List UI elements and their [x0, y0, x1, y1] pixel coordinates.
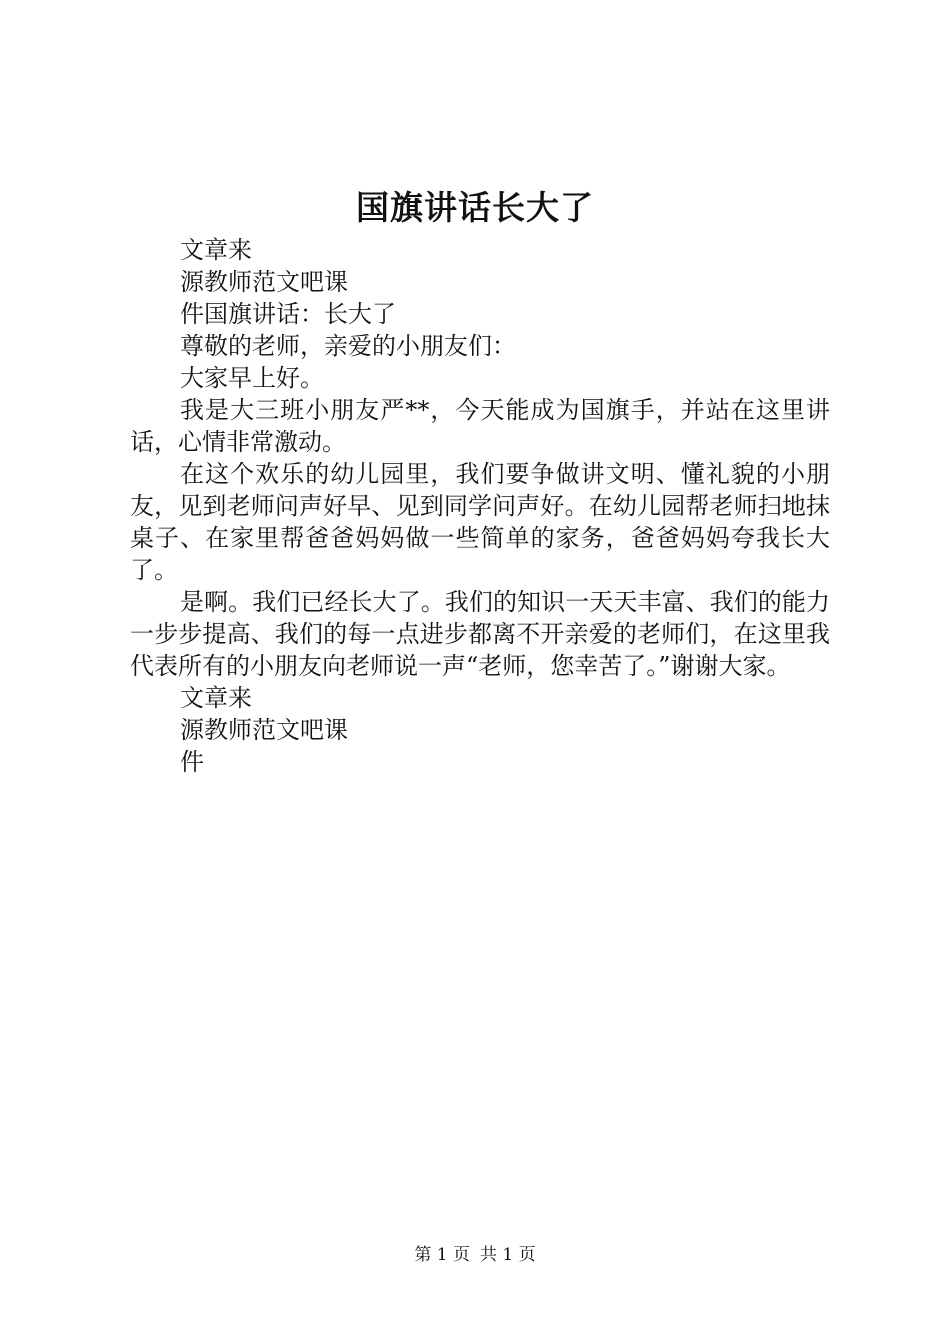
text-line: 源教师范文吧课 [180, 716, 348, 744]
greeting: 大家早上好。 [180, 364, 324, 392]
text-line: 文章来 [180, 236, 252, 264]
text-line: 件 [180, 748, 204, 776]
paragraph: 我是大三班小朋友严**，今天能成为国旗手，并站在这里讲话，心情非常激动。 [130, 396, 830, 456]
text-line: 文章来 [180, 684, 252, 712]
page-footer [0, 1243, 950, 1267]
document-body [130, 234, 830, 778]
text-line: 源教师范文吧课 [180, 268, 348, 296]
paragraph: 是啊。我们已经长大了。我们的知识一天天丰富、我们的能力一步步提高、我们的每一点进步都离不开亲爱的老师们，在这里我代表所有的小朋友向老师说一声“老师，您幸苦了。”谢谢大家。 [130, 588, 830, 680]
text-line: 件国旗讲话：长大了 [180, 300, 396, 328]
paragraph: 在这个欢乐的幼儿园里，我们要争做讲文明、懂礼貌的小朋友，见到老师问声好早、见到同学问声好。在幼儿园帮老师扫地抹桌子、在家里帮爸爸妈妈做一些简单的家务，爸爸妈妈夸我长大了。 [130, 460, 830, 584]
salutation: 尊敬的老师，亲爱的小朋友们： [180, 332, 516, 360]
document-title: 国旗讲话长大了 [356, 188, 594, 227]
page-number-current: 第 1 页 [414, 1245, 470, 1265]
page-number-total: 共 1 页 [480, 1245, 536, 1265]
